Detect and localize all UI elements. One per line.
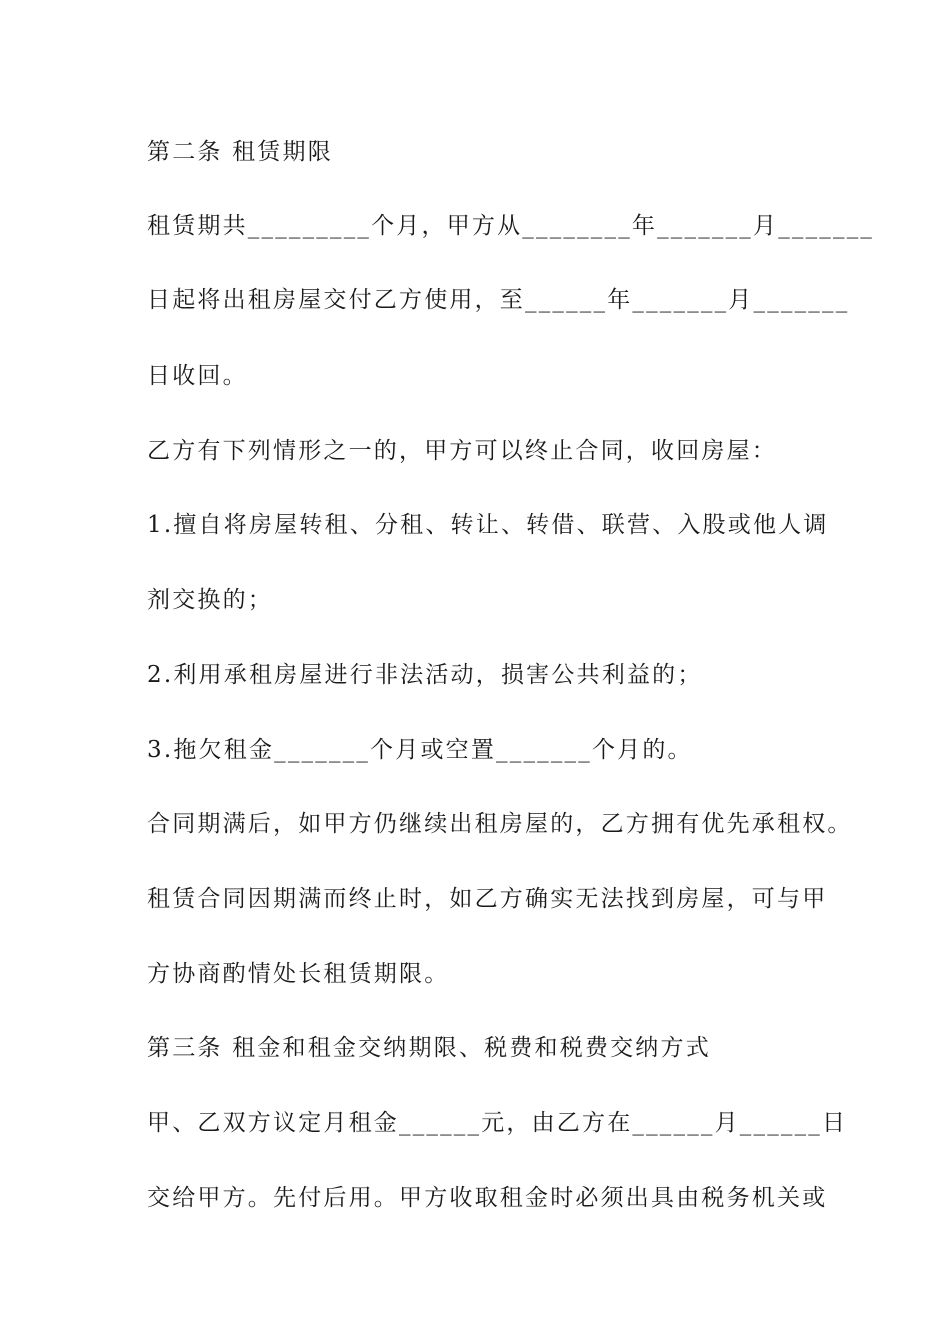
- section-heading-term: 第二条 租赁期限: [147, 139, 333, 165]
- paragraph-line: 甲、乙双方议定月租金______元，由乙方在______月______日: [147, 1110, 848, 1136]
- paragraph-line: 租赁期共_________个月，甲方从________年_______月_______: [147, 213, 875, 239]
- list-item-line: 3.拖欠租金_______个月或空置_______个月的。: [147, 737, 693, 763]
- paragraph-line: 交给甲方。先付后用。甲方收取租金时必须出具由税务机关或: [147, 1185, 828, 1211]
- section-heading-rent: 第三条 租金和租金交纳期限、税费和税费交纳方式: [147, 1035, 711, 1061]
- list-item-line: 剂交换的；: [147, 587, 273, 613]
- paragraph-line: 乙方有下列情形之一的，甲方可以终止合同，收回房屋：: [147, 438, 777, 464]
- paragraph-line: 方协商酌情处长租赁期限。: [147, 961, 450, 987]
- paragraph-line: 日收回。: [147, 363, 248, 389]
- paragraph-line: 合同期满后，如甲方仍继续出租房屋的，乙方拥有优先承租权。: [147, 811, 853, 837]
- list-item-line: 2.利用承租房屋进行非法活动，损害公共利益的；: [147, 662, 703, 688]
- paragraph-line: 租赁合同因期满而终止时，如乙方确实无法找到房屋，可与甲: [147, 886, 828, 912]
- paragraph-line: 日起将出租房屋交付乙方使用，至______年_______月_______: [147, 287, 850, 313]
- list-item-line: 1.擅自将房屋转租、分租、转让、转借、联营、入股或他人调: [147, 512, 829, 538]
